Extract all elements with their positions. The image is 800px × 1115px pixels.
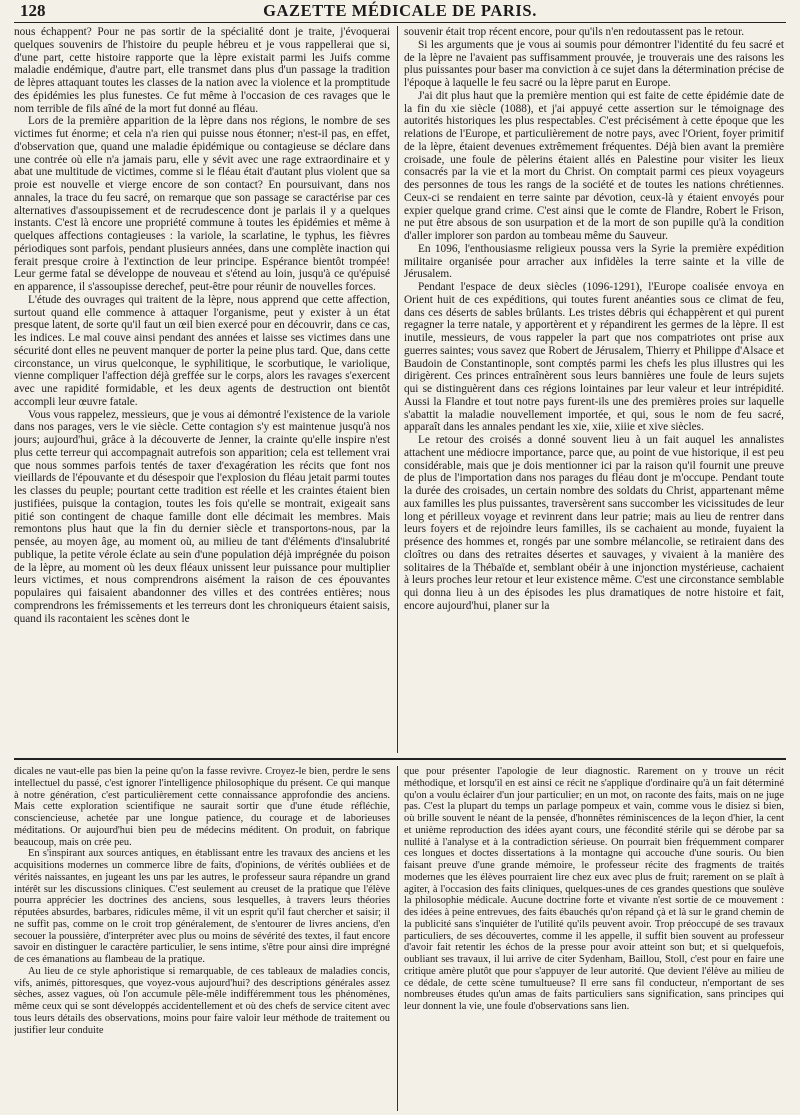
- paragraph: Au lieu de ce style aphoristique si remarquable, de ces tableaux de maladies concis, vifs, animés, pittoresques, que voyez-vous aujourd'hui? des descriptions générales assez sèches, assez vagues, où l'on accumule pêle-mêle indifféremment tous les phénomènes, même ceux qui se sont développés accidentellement et où des chefs de service citent avec tous leurs détails des observations, moins pour faire valoir leur méthode de traitement ou justifier leur conduite: [14, 965, 390, 1036]
- paragraph: Lors de la première apparition de la lèpre dans nos régions, le nombre de ses victimes fut énorme; et cela n'a rien qui puisse nous étonner; n'est-il pas, en effet, d'observation que, quand une maladie épidémique ou contagieuse se déclare dans une contrée où elle n'a jamais paru, elle y sévit avec une rage extraordinaire et y abat une multitude de victimes, comme si le fléau était d'autant plus violent que sa proie est nouvelle et vierge encore de son contact? En poursuivant, dans nos annales, la trace du feu sacré, on remarque que son passage se caractérise par ces alternatives d'assoupissement et de recrudescence dont je parlais il y a quelques instants. C'est là encore une propriété commune à toutes les épidémies et même à quelques affections contagieuses : la variole, la scarlatine, le typhus, les fièvres périodiques sont parfois, pendant plusieurs années, dans une complète inaction qui ferait presque croire à l'extinction de leur principe. Espérance bientôt trompée! Leur germe fatal se développe de nouveau et s'étend au loin, jusqu'à ce qu'épuisé en apparence, il s'assoupisse derechef, peut-être pour réunir de nouvelles forces.: [14, 115, 390, 293]
- article-top-section: [14, 26, 786, 753]
- paragraph: En s'inspirant aux sources antiques, en établissant entre les travaux des anciens et les acquisitions modernes un commerce libre de faits, d'opinions, de vérités oubliées et de vérités naissantes, en jugeant les uns par les autres, le professeur saura répandre un grand intérêt sur les discussions cliniques. C'est seulement au creuset de la pratique que l'élève pourra apprécier les doctrines des anciens, sous lesquelles, à travers leurs théories réputées absurdes, barbares, ridicules même, il vit un esprit qu'il faut chercher et saisir; il ne suffit pas, comme on le croit trop généralement, de s'entourer de livres anciens, d'en secouer la poussière, d'interpréter avec plus ou moins de sévérité des textes, il faut encore savoir en distinguer le caractère particulier, le sens intime, s'être pour ainsi dire imprégné de ces émanations au flambeau de la pratique.: [14, 848, 390, 965]
- paragraph: J'ai dit plus haut que la première mention qui est faite de cette épidémie date de la fin du xie siècle (1088), et j'ai appuyé cette assertion sur le témoignage des autorités historiques les plus respectables. C'est précisément à cette époque que les relations de l'Europe, et particulièrement de notre pays, avec l'Orient, foyer primitif de la lèpre, étaient devenues extrêmement fréquentes. Déjà bien avant la première croisade, une foule de pèlerins étaient allés en Palestine pour visiter les lieux consacrés par la vie et la mort du Christ. On comptait parmi ces pieux voyageurs des personnes de tous les rangs de la société et de toutes les nations chrétiennes. Ceux-ci se rendaient en terre sainte par dévotion, ceux-là y étaient envoyés pour expier quelque grand crime. C'est ainsi que le comte de Flandre, Robert le Frison, ne put être absous de son usurpation et de la mort de son pupille qu'à la condition d'aller implorer son pardon au tombeau même du Sauveur.: [404, 89, 784, 242]
- journal-title: GAZETTE MÉDICALE DE PARIS.: [263, 1, 537, 20]
- paragraph: nous échappent? Pour ne pas sortir de la spécialité dont je traite, j'évoquerai quelques souvenirs de l'histoire du peuple hébreu et je vous rappellerai que si, d'une part, cette histoire rapporte que la lèpre existait parmi les Juifs comme maladie endémique, d'autre part, elle transmet dans plus d'un passage la tradition de lèpres attaquant toutes les classes de la nation avec la violence et la promptitude des épidémies les plus funestes. Ce fut même à l'occasion de ces ravages que le nom terrible de fils aîné de la mort fut donné au fléau.: [14, 26, 390, 115]
- paragraph: Si les arguments que je vous ai soumis pour démontrer l'identité du feu sacré et de la lèpre ne l'avaient pas suffisamment prouvée, je trouverais une des raisons les plus puissantes pour baser ma conviction à ce sujet dans la détermination précise de l'époque à laquelle le feu sacré ou la lèpre parut en Europe.: [404, 38, 784, 89]
- column-divider: [397, 26, 398, 753]
- paragraph: En 1096, l'enthousiasme religieux poussa vers la Syrie la première expédition militaire organisée pour arracher aux infidèles la terre sainte et la ville de Jérusalem.: [404, 242, 784, 281]
- top-right-column: [404, 26, 784, 753]
- feuilleton-section: [14, 766, 786, 1111]
- paragraph: L'étude des ouvrages qui traitent de la lèpre, nous apprend que cette affection, surtout quand elle commence à attaquer l'organisme, peut y exister à un état presque latent, de sorte qu'il faut un œil bien exercé pour en découvrir, dans ce cas, les indices. Le mal couve ainsi pendant des années et laisse ses victimes dans une sécurité dont elles ne peuvent manquer de porter la peine plus tard. Que, dans cette circonstance, un virus quelconque, le syphilitique, le scorbutique, le variolique, vienne compliquer l'affection déjà greffée sur le corps, alors les ravages s'exercent avec une rapidité formidable, et les deux agents de destruction ont bientôt accompli leur œuvre fatale.: [14, 293, 390, 408]
- page-header: [14, 0, 786, 23]
- bottom-left-column: [14, 766, 390, 1111]
- paragraph: que pour présenter l'apologie de leur diagnostic. Rarement on y trouve un récit méthodique, et lorsqu'il en est ainsi ce récit ne s'applique d'ordinaire qu'à un fait déterminé qu'on a voulu éclairer d'un jour particulier; en un mot, on raconte des faits, mais on ne juge pas. C'est la plupart du temps un parlage pompeux et vain, comme vous le disiez si bien, où brille souvent le néant de la pensée, d'honnêtes réminiscences de la leçon d'hier, la cent et unième reproduction des idées ayant cours, une fécondité stérile qui se dérobe par sa nullité à l'analyse et à la contradiction sérieuse. On pourrait bien fréquemment comparer ces longues et doctes dissertations à la montagne qui accouche d'une souris. Ou bien faisant preuve d'une grande mémoire, le professeur récite des fragments de traités modernes que les élèves pourraient lire chez eux avec plus de fruit; rarement on se plaît à agiter, à l'occasion des faits cliniques, quelques-unes de ces grandes questions que soulève la philosophie médicale. Aucune doctrine forte et vivante n'est sortie de ce mouvement : des idées à peine entrevues, des faits ébauchés qu'on répand çà et là sur le grand chemin de la publicité sans s'inquiéter de l'utilité qu'ils peuvent avoir. Trop préoccupé de ses travaux particuliers, de ses découvertes, comme il les appelle, il suffit bien souvent au professeur d'avoir fait retentir les échos de la presse pour avoir atteint son but; et si quelquefois, oubliant ses travaux, il lui arrive de citer Sydenham, Baillou, Stoll, c'est pour en faire une critique amère plutôt que pour s'appuyer de leur autorité. Que devient l'élève au milieu de ce dédale, de cette scène tumultueuse? Il erre sans fil conducteur, n'emportant de ses nombreuses études qu'un amas de faits particuliers sans signification, sans principes qui leur donnent la vie, une foule d'observations sans lien.: [404, 766, 784, 1012]
- paragraph: dicales ne vaut-elle pas bien la peine qu'on la fasse revivre. Croyez-le bien, perdre le sens intellectuel du passé, c'est ignorer l'intelligence philosophique du présent. Ce qui manque à notre génération, c'est particulièrement cette connaissance approfondie des anciens. Mais cette exploration scientifique ne saurait sortir que d'une étude réfléchie, consciencieuse, achetée par une longue patience, du courage et de laborieuses méditations. Or aujourd'hui bien peu de médecins méditent. On produit, on fabrique beaucoup, mais on crée peu.: [14, 766, 390, 848]
- paragraph: souvenir était trop récent encore, pour qu'ils n'en redoutassent pas le retour.: [404, 26, 745, 38]
- paragraph: Le retour des croisés a donné souvent lieu à un fait auquel les annalistes attachent une médiocre importance, parce que, au point de vue historique, il est peu considérable, mais que je dois mentionner ici par la raison qu'il fournit une preuve de plus de l'importation dans nos parages du fléau dont je m'occupe. Pendant toute la durée des croisades, un certain nombre des soldats du Christ, appartenant même aux familles les plus puissantes, traversèrent sans succomber les vicissitudes de leur long et périlleux voyage et revinrent dans leur patrie; mais au lieu de rentrer dans leurs foyers et de rejoindre leurs familles, ils se cachaient au monde, fuyaient la présence des hommes et, rongés par une sombre mélancolie, se retiraient dans des cloîtres ou dans des retraites désertes et sauvages, y vivaient à la manière des solitaires de la Thébaïde et, semblant obéir à une injonction mystérieuse, cachaient à leurs proches leur retour et leur existence même. C'est une circonstance semblable qui donna lieu à un des épisodes les plus dramatiques de notre histoire et fait, encore aujourd'hui, planer sur la: [404, 434, 784, 612]
- page-number: 128: [20, 1, 46, 20]
- column-divider: [397, 766, 398, 1111]
- top-left-column: [14, 26, 390, 753]
- paragraph: Pendant l'espace de deux siècles (1096-1291), l'Europe coalisée envoya en Orient huit de ces expéditions, qui toutes furent anéanties sous ce climat de feu, dans ces déserts de sables brûlants. Les tristes débris qui échappèrent et qui purent regagner la terre natale, y apportèrent et y répandirent les germes de la lèpre. Il est inutile, messieurs, de vous rappeler la part que nos compatriotes ont prise aux guerres saintes; vous savez que Robert de Jérusalem, Thierry et Philippe d'Alsace et Baudoin de Constantinople, sont comptés parmi les chefs les plus illustres qui les dirigèrent. Ces princes entraînèrent sous leurs bannières une foule de leurs sujets qui se distinguèrent dans ces régions lointaines par leur valeur et leur intrépidité. Aussi la Flandre et tout notre pays furent-ils une des premières proies sur laquelle s'abattit la maladie nouvellement importée, et qui, sous le nom de feu sacré, apparaît dans les annales pendant les xie, xiie, xiiie et xive siècles.: [404, 281, 784, 434]
- paragraph: Vous vous rappelez, messieurs, que je vous ai démontré l'existence de la variole dans nos parages, vers le vie siècle. Cette contagion s'y est maintenue jusqu'à nos jours; aujourd'hui, grâce à la découverte de Jenner, la crainte qu'elle inspire n'est plus cette terreur qui accompagnait autrefois son apparition; cela est tellement vrai que nous sommes parfois tentés de taxer d'exagération les récits que font nos vieillards de l'épouvante et du désespoir que l'explosion du fléau jetait parmi toutes les classes du peuple; pourtant cette tradition est réelle et les craintes étaient bien justifiées, puisque la contagion, toutes les fois qu'elle se montrait, exigeait sans pitié son contingent de chaque famille dont elle décimait les membres. Mais remontons plus haut que la fin du dernier siècle et transportons-nous, par la pensée, au moyen âge, au moment où, au milieu de tant d'éléments d'insalubrité publique, la petite vérole éclate au sein d'une population déjà imprégnée du poison de la lèpre, au moment où les deux fléaux unissent leur puissance pour multiplier leurs victimes, et nous comprendrons aisément la raison de ces épouvantes populaires qui faisaient abandonner des villes et des contrées entières; nous comprendrons les frémissements et les terreurs dont les chroniqueurs étaient saisis, quand ils racontaient les scènes dont le: [14, 408, 390, 625]
- bottom-right-column: [404, 766, 784, 1111]
- section-divider: [14, 758, 786, 760]
